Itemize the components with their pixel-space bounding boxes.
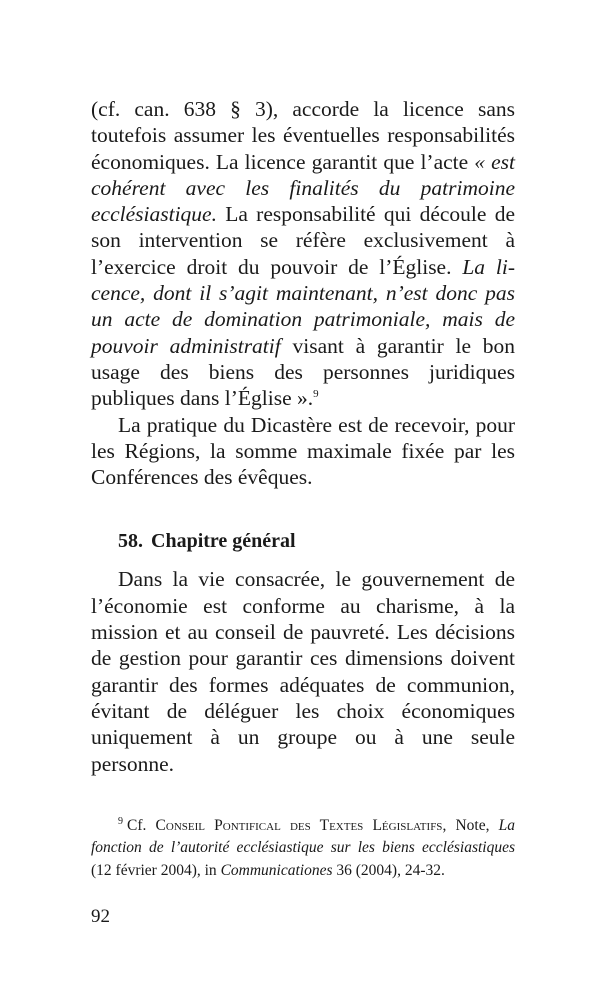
footnote-title: La fonction de l’autorité ecclésiastique sur les biens ecclésiastiques [91,816,516,857]
section-title: Chapitre général [151,530,296,553]
footnote-separator: , Note, [442,816,499,834]
footnote-marker: 9 [118,815,123,827]
paragraph-licence [91,96,515,412]
section-heading [91,528,515,554]
page-number: 92 [91,906,110,927]
quote-italic-1: « est cohérent avec les finalités du patrimoine ecclésiastique. [91,149,515,227]
footnote-author: Conseil Pontifical des Textes Législatifs [155,816,443,834]
footnote [91,815,515,883]
footnote-mid: (12 février 2004), in [91,861,221,879]
paragraph-licence-text-3: visant à garantir le bon usage des biens des personnes juridiques publiques dans l’Église ». [91,333,515,411]
quote-italic-2: La licence, dont il s’agit maintenant, n’est donc pas un acte de domination patrimoniale, mais de pouvoir administratif [91,254,515,358]
paragraph-vie-consacree: Dans la vie consacrée, le gouvernement de l’économie est conforme au charisme, à la mission et au conseil de pauvreté. Les décisions de gestion pour garantir ces dimensions doivent garantir des formes adéquates de communion, évitant de déléguer les choix économiques uniquement à un groupe ou à une seule personne. [91,567,515,776]
footnote-reference: 9 [313,388,319,401]
page-body [91,96,515,882]
footnote-tail: 36 (2004), 24-32. [332,861,445,879]
paragraph-licence-text-2: La responsabilité qui découle de son intervention se réfère exclusivement à l’exercice droit du pouvoir de l’Église. [91,202,515,279]
paragraph-licence-text-1: (cf. can. 638 § 3), accorde la licence sans toutefois assumer les éventuelles responsabilités économiques. La licence garantit que l’acte [91,97,515,174]
section-number: 58. [118,530,143,553]
paragraph-dicastere: La pratique du Dicastère est de recevoir, pour les Régions, la somme maximale fixée par les Conférences des évêques. [91,412,515,490]
footnote-journal: Communicationes [220,861,333,879]
footnote-lead: Cf. [127,816,156,834]
